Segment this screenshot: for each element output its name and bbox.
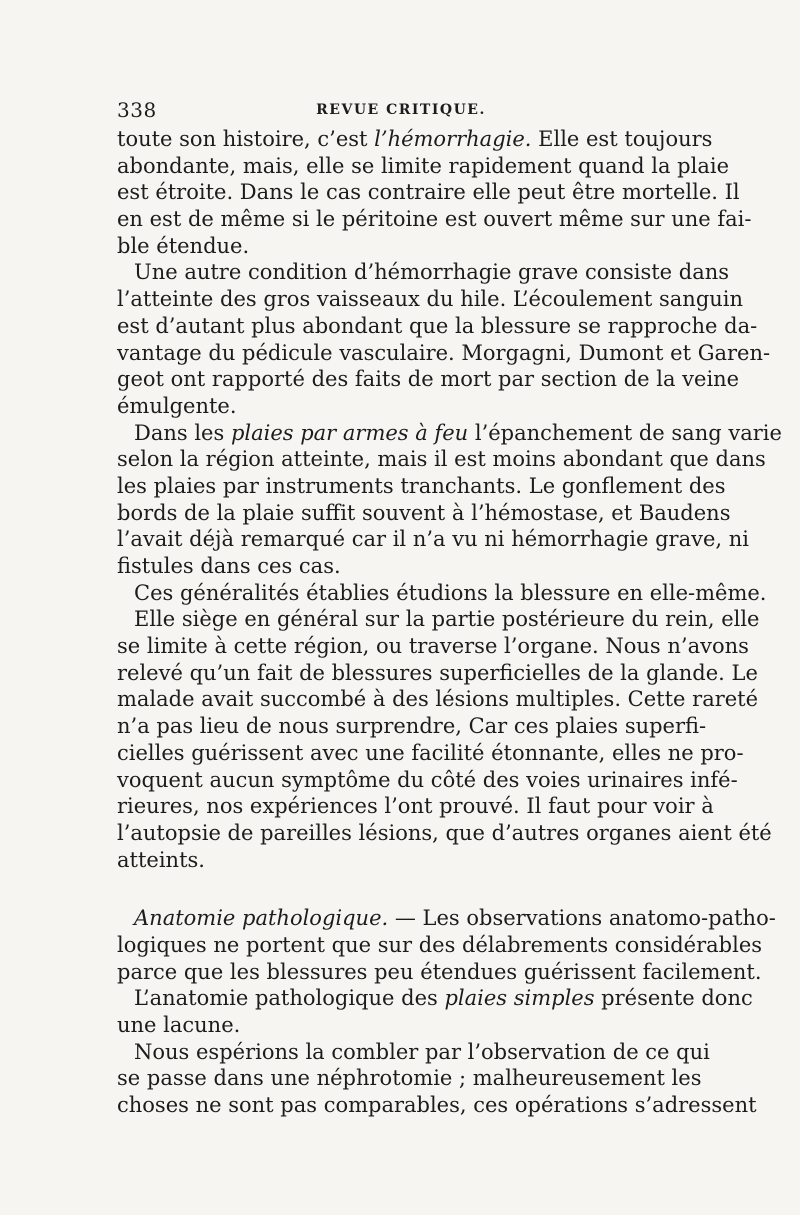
italic-text: plaies par armes à feu [230, 420, 469, 445]
text-segment: geot ont rapporté des faits de mort par section de la veine [117, 367, 740, 392]
text-segment: Dans les [134, 420, 231, 445]
text-line [117, 179, 740, 206]
text-segment: l’épanchement de sang varie [468, 420, 782, 445]
text-line [117, 713, 707, 740]
text-line [117, 526, 749, 553]
text-line [117, 1092, 757, 1119]
running-title: REVUE CRITIQUE. [316, 102, 486, 118]
text-line [117, 366, 740, 393]
text-segment: cielles guérissent avec une facilité étonnante, elles ne pro- [117, 740, 744, 765]
text-segment: en est de même si le péritoine est ouvert même sur une fai- [117, 207, 752, 232]
text-segment: fistules dans ces cas. [117, 554, 341, 578]
text-line [117, 206, 752, 233]
italic-text: l’hémorrhagie. [374, 127, 532, 151]
text-segment: est d’autant plus abondant que la blessure se rapproche da- [117, 313, 758, 338]
text-line [117, 905, 776, 932]
text-segment: émulgente. [117, 393, 237, 418]
text-segment: l’atteinte des gros vaisseaux du hile. L’écoulement sanguin [117, 287, 744, 312]
text-line [117, 1039, 710, 1066]
text-segment: malade avait succombé à des lésions multiples. Cette rareté [117, 687, 759, 712]
text-line [117, 985, 753, 1012]
text-segment: Nous espérions la combler par l’observation de ce qui [134, 1039, 710, 1064]
text-segment: choses ne sont pas comparables, ces opérations s’adressent [117, 1093, 757, 1118]
text-segment: Elle siège en général sur la partie postérieure du rein, elle [134, 607, 760, 632]
text-segment: vantage du pédicule vasculaire. Morgagni, Dumont et Garen- [117, 340, 771, 365]
text-segment: toute son histoire, c’est [117, 127, 375, 151]
text-segment: l’avait déjà remarqué car il n’a vu ni hémorrhagie grave, ni [117, 527, 749, 552]
text-line [117, 233, 685, 260]
text-line [117, 553, 685, 580]
text-line [117, 767, 738, 794]
text-line [117, 340, 771, 367]
section-gap [117, 873, 685, 905]
text-line [117, 580, 767, 607]
text-segment: parce que les blessures peu étendues guérissent facilement. [117, 959, 762, 984]
text-line [117, 393, 685, 420]
text-segment: voquent aucun symptôme du côté des voies urinaires infé- [117, 767, 738, 792]
text-line [117, 500, 731, 527]
text-line [117, 606, 760, 633]
text-segment: Une autre condition d’hémorrhagie grave consiste dans [134, 260, 730, 285]
text-line [117, 633, 749, 660]
text-line [117, 286, 744, 313]
text-segment: une lacune. [117, 1013, 241, 1037]
text-segment: est étroite. Dans le cas contraire elle peut être mortelle. Il [117, 180, 740, 205]
text-segment: relevé qu’un fait de blessures superficielles de la glande. Le [117, 660, 758, 685]
italic-text: Anatomie pathologique. [134, 906, 389, 931]
text-line [117, 1012, 685, 1039]
text-segment: abondante, mais, elle se limite rapidement quand la plaie [117, 153, 729, 178]
italic-text: plaies simples [444, 986, 595, 1011]
text-line [117, 420, 782, 447]
text-segment: bords de la plaie suffit souvent à l’hémostase, et Baudens [117, 500, 731, 525]
text-segment: logiques ne portent que sur des délabrements considérables [117, 932, 763, 957]
text-segment: présente donc [594, 986, 753, 1011]
text-line [117, 126, 713, 153]
text-line [117, 740, 744, 767]
text-segment: l’autopsie de pareilles lésions, que d’autres organes aient été [117, 820, 772, 845]
text-line [117, 932, 763, 959]
text-line [117, 259, 730, 286]
text-segment: Elle est toujours [531, 127, 713, 151]
text-line [117, 660, 758, 687]
text-line [117, 820, 772, 847]
text-line [117, 959, 762, 986]
text-segment: — Les observations anatomo-patho- [388, 906, 776, 931]
text-segment: se limite à cette région, ou traverse l’organe. Nous n’avons [117, 634, 749, 659]
text-segment: n’a pas lieu de nous surprendre, Car ces plaies superfi- [117, 714, 707, 739]
text-line [117, 153, 729, 180]
text-line [117, 313, 758, 340]
text-line [117, 446, 766, 473]
text-line [117, 793, 714, 820]
page-number: 338 [117, 98, 157, 122]
text-segment: rieures, nos expériences l’ont prouvé. Il faut pour voir à [117, 794, 714, 819]
text-line [117, 473, 726, 500]
body-text [117, 126, 782, 1119]
text-segment: ble étendue. [117, 233, 250, 258]
text-segment: se passe dans une néphrotomie ; malheureusement les [117, 1066, 702, 1091]
text-segment: Ces généralités établies étudions la blessure en elle-même. [134, 580, 767, 605]
text-segment: atteints. [117, 847, 205, 872]
text-line [117, 686, 759, 713]
page-header [117, 98, 685, 126]
text-segment: les plaies par instruments tranchants. Le gonflement des [117, 473, 726, 498]
text-segment: selon la région atteinte, mais il est moins abondant que dans [117, 447, 766, 472]
text-segment: L’anatomie pathologique des [134, 986, 445, 1011]
text-line [117, 847, 685, 874]
text-line [117, 1065, 702, 1092]
